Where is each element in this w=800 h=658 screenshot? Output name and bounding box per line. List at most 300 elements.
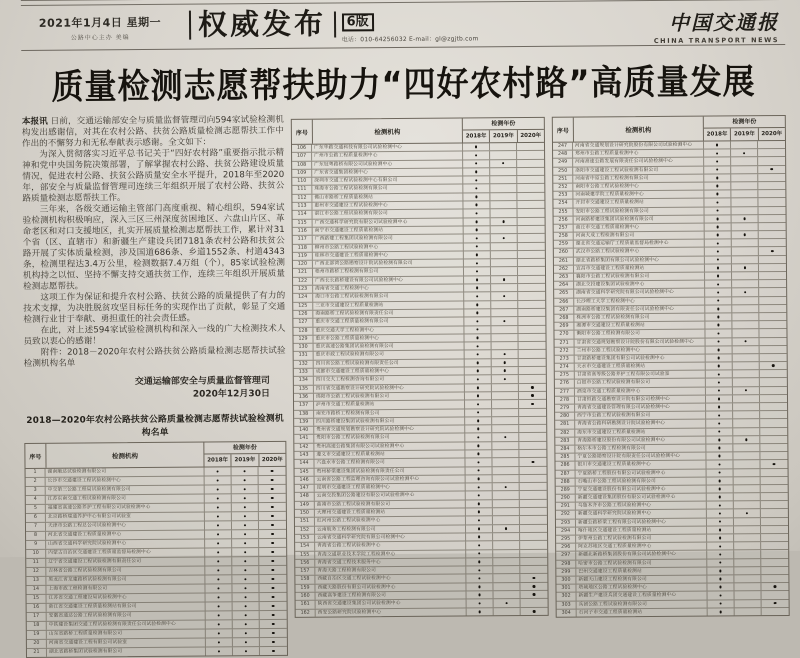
- year-dot: [244, 569, 247, 572]
- year-dot: [478, 569, 481, 572]
- cell-org: 重庆市政工程试验检测有限公司: [314, 351, 465, 359]
- cell-year: [704, 174, 731, 181]
- year-dot: [718, 398, 721, 401]
- cell-seq: 291: [556, 503, 576, 510]
- cell-org: 格尔木市公路工程检测有限公司: [575, 445, 706, 453]
- cell-year: [259, 485, 286, 493]
- cell-org: 广西交通科学研究院有限公司试验检测中心: [313, 218, 464, 226]
- year-dot: [475, 229, 478, 232]
- cell-year: [762, 591, 789, 598]
- cell-seq: 134: [294, 377, 314, 384]
- cell-seq: 301: [556, 585, 576, 592]
- cell-year: [466, 533, 493, 541]
- header-years: 检测年份: [204, 442, 285, 455]
- cell-year: [732, 215, 759, 222]
- cell-year: [491, 317, 518, 325]
- cell-year: [464, 334, 491, 342]
- cell-seq: 295: [556, 536, 576, 543]
- year-dot: [217, 587, 220, 590]
- cell-seq: 162: [296, 609, 316, 616]
- table-row: [27, 647, 287, 657]
- cell-year: [517, 176, 544, 184]
- year-dot: [717, 340, 720, 343]
- signature-date: 2020年12月30日: [192, 389, 270, 400]
- year-dot: [476, 270, 479, 273]
- cell-year: [734, 501, 761, 508]
- cell-year: [464, 226, 491, 234]
- cell-seq: 108: [292, 161, 312, 168]
- cell-org: 安阳市公路工程试验检测有限公司: [573, 207, 704, 215]
- cell-year: [259, 467, 286, 475]
- cell-year: [705, 223, 732, 230]
- cell-year: [519, 383, 546, 391]
- cell-org: 黑龙江省龙建路桥试验检测有限公司: [46, 576, 205, 585]
- cell-year: [520, 549, 547, 557]
- year-dot: [218, 650, 221, 653]
- cell-year: [493, 566, 520, 574]
- year-dot: [271, 506, 274, 509]
- cell-org: 山西省交通科学研究院试验检测中心: [46, 540, 205, 549]
- cell-year: [518, 292, 545, 300]
- year-dot: [745, 438, 748, 441]
- cell-org: 柳州市公路工程试验检测中心: [313, 243, 464, 251]
- year-dot: [477, 403, 480, 406]
- cell-org: 兰州市公路工程试验检测中心: [575, 346, 706, 354]
- cell-org: 湘潭市交通建设工程质量检测站: [574, 322, 705, 330]
- cell-year: [518, 267, 545, 275]
- cell-year: [491, 259, 518, 267]
- cell-year: [733, 460, 760, 467]
- year-dot: [217, 560, 220, 563]
- cell-seq: 254: [553, 200, 573, 207]
- cell-year: [760, 354, 787, 361]
- cell-seq: 253: [553, 192, 573, 199]
- cell-year: [466, 550, 493, 558]
- year-dot: [718, 447, 721, 450]
- cell-year: [520, 491, 547, 499]
- article-lead-label: 本报讯: [21, 116, 48, 127]
- cell-year: [731, 141, 758, 148]
- cell-year: [463, 168, 490, 176]
- year-dot: [244, 587, 247, 590]
- cell-seq: 271: [555, 339, 575, 346]
- cell-year: [493, 575, 520, 583]
- year-dot: [505, 602, 508, 605]
- cell-org: 六盘水市公路工程检测有限公司: [314, 459, 465, 467]
- year-dot: [244, 596, 247, 599]
- cell-year: [732, 248, 759, 255]
- cell-year: [491, 276, 518, 284]
- cell-seq: 261: [554, 257, 574, 264]
- year-dot: [217, 542, 220, 545]
- cell-year: [704, 166, 731, 173]
- year-dot: [744, 266, 747, 269]
- cell-seq: 107: [292, 153, 312, 160]
- table-body: [292, 143, 548, 617]
- cell-year: [761, 550, 788, 557]
- contact-line: 电话：010-64256032 E-mail：gl@zgjtb.com: [341, 35, 479, 44]
- cell-seq: 288: [556, 478, 576, 485]
- cell-year: [707, 543, 734, 550]
- cell-year: [705, 297, 732, 304]
- cell-year: [705, 305, 732, 312]
- cell-year: [492, 342, 519, 350]
- year-dot: [477, 428, 480, 431]
- cell-seq: 304: [557, 609, 577, 616]
- cell-year: [493, 541, 520, 549]
- cell-seq: 274: [555, 364, 575, 371]
- cell-year: [492, 425, 519, 433]
- cell-seq: 112: [292, 194, 312, 201]
- article-paragraph: 三年来，各级交通运输主管部门高度重视、精心组织，594家试验检测机构积极响应，深入三区三州深度贫困地区、六盘山片区、革命老区和对口支援地区，扎实开展质量检测志愿帮扶工作，累计对31个省（区、直辖市）和新疆生产建设兵团7181条农村公路和扶贫公路开展了实体质量检测，涉及国道686条、乡道1552条、村道4343条，检测里程达3.4万公里，检测数据7.4万组（个），85家试验检测机构持之以恒、坚持不懈支持交通扶贫工作，连续三年组织开展质量检测志愿帮扶。: [22, 202, 286, 292]
- cell-seq: 151: [295, 518, 315, 525]
- cell-year: [260, 629, 287, 637]
- cell-year: [518, 325, 545, 333]
- list-title: 2018—2020年农村公路扶贫公路质量检测志愿帮扶试验检测机构名单: [26, 413, 284, 439]
- cell-year: [259, 476, 286, 484]
- year-dot: [719, 520, 722, 523]
- cell-year: [490, 185, 517, 193]
- cell-org: 贵州桥梁建设集团试验检测有限责任公司: [315, 467, 466, 475]
- year-dot: [217, 605, 220, 608]
- cell-org: 浙江省交通建设工程质量检测站有限公司: [47, 603, 206, 612]
- cell-year: [760, 370, 787, 377]
- cell-year: [233, 620, 260, 628]
- cell-year: [708, 600, 735, 607]
- cell-seq: 10: [26, 550, 46, 558]
- cell-org: 湖北省交通运输厅工程质量监督局检测中心: [574, 240, 705, 248]
- year-dot: [271, 524, 274, 527]
- cell-year: [465, 351, 492, 359]
- cell-seq: 270: [554, 331, 574, 338]
- year-dot: [718, 480, 721, 483]
- cell-year: [492, 367, 519, 375]
- year-dot: [717, 316, 720, 319]
- year-dot: [719, 561, 722, 564]
- cell-year: [206, 638, 233, 646]
- cell-org: 桂林市交通建设工程质量检测中心: [313, 251, 464, 259]
- year-dot: [244, 560, 247, 563]
- cell-year: [731, 182, 758, 189]
- year-dot: [718, 488, 721, 491]
- cell-seq: 292: [556, 511, 576, 518]
- cell-year: [518, 276, 545, 284]
- cell-seq: 12: [26, 568, 46, 576]
- cell-seq: 106: [292, 145, 312, 152]
- cell-seq: 148: [295, 493, 315, 500]
- cell-year: [463, 176, 490, 184]
- cell-year: [519, 450, 546, 458]
- cell-year: [706, 338, 733, 345]
- year-dot: [502, 237, 505, 240]
- cell-year: [761, 509, 788, 516]
- cell-year: [464, 210, 491, 218]
- year-dot: [476, 337, 479, 340]
- cell-year: [707, 534, 734, 541]
- year-dot: [477, 436, 480, 439]
- year-dot: [478, 511, 481, 514]
- cell-year: [233, 611, 260, 619]
- cell-year: [205, 512, 232, 520]
- cell-year: [707, 502, 734, 509]
- article-paragraph: 在此，对上述594家试验检测机构和深入一线的广大检测技术人员致以衷心的感谢！: [23, 323, 286, 347]
- cell-seq: 142: [294, 443, 314, 450]
- cell-year: [205, 584, 232, 592]
- cell-year: [761, 493, 788, 500]
- cell-year: [492, 442, 519, 450]
- year-dot: [478, 519, 481, 522]
- cell-year: [734, 542, 761, 549]
- cell-seq: 264: [554, 282, 574, 289]
- year-dot: [716, 185, 719, 188]
- masthead-subtitle: CHINA TRANSPORT NEWS: [653, 36, 780, 45]
- cell-year: [734, 469, 761, 476]
- institutions-table-right: [552, 115, 790, 618]
- cell-seq: 144: [294, 460, 314, 467]
- cell-year: [707, 526, 734, 533]
- cell-year: [520, 574, 547, 582]
- cell-org: 西藏天路股份有限公司试验检测中心: [315, 583, 466, 591]
- cell-seq: 258: [554, 233, 574, 240]
- cell-seq: 122: [293, 277, 313, 284]
- cell-seq: 268: [554, 315, 574, 322]
- cell-seq: 259: [554, 241, 574, 248]
- cell-year: [521, 591, 548, 599]
- cell-seq: 18: [27, 622, 47, 630]
- cell-seq: 139: [294, 418, 314, 425]
- cell-seq: 111: [292, 186, 312, 193]
- cell-org: 河南高速公路发展有限责任公司试验检测中心: [573, 158, 704, 166]
- cell-seq: 126: [293, 311, 313, 318]
- cell-year: [761, 542, 788, 549]
- cell-org: 阿克苏地区交通工程质量检测中心: [576, 543, 707, 551]
- cell-year: [519, 417, 546, 425]
- cell-year: [492, 384, 519, 392]
- year-dot: [743, 217, 746, 220]
- cell-org: 河南省中原公路工程检测有限公司: [573, 174, 704, 182]
- cell-year: [734, 575, 761, 582]
- cell-year: [733, 362, 760, 369]
- cell-year: [705, 264, 732, 271]
- cell-year: [759, 215, 786, 222]
- cell-year: [760, 444, 787, 451]
- cell-year: [463, 143, 490, 151]
- cell-year: [464, 243, 491, 251]
- header-2018: 2018年: [463, 130, 490, 142]
- cell-year: [759, 223, 786, 230]
- cell-year: [520, 566, 547, 574]
- cell-year: [706, 354, 733, 361]
- cell-year: [519, 458, 546, 466]
- cell-org: 海南路桥工程试验检测有限责任公司: [313, 309, 464, 317]
- year-dot: [743, 152, 746, 155]
- year-dot: [475, 171, 478, 174]
- year-dot: [476, 279, 479, 282]
- cell-seq: 287: [556, 470, 576, 477]
- cell-org: 吉林省公路工程试验检测有限公司: [46, 567, 205, 576]
- cell-seq: 120: [293, 261, 313, 268]
- year-dot: [744, 340, 747, 343]
- cell-year: [518, 226, 545, 234]
- cell-year: [492, 450, 519, 458]
- cell-year: [463, 201, 490, 209]
- cell-year: [464, 326, 491, 334]
- year-dot: [217, 551, 220, 554]
- cell-seq: 113: [292, 203, 312, 210]
- cell-org: 珠海市公路工程试验检测有限公司: [312, 185, 463, 193]
- cell-year: [464, 301, 491, 309]
- cell-seq: 289: [556, 487, 576, 494]
- year-dot: [216, 488, 219, 491]
- cell-year: [518, 259, 545, 267]
- year-dot: [477, 395, 480, 398]
- cell-year: [466, 575, 493, 583]
- cell-seq: 145: [295, 468, 315, 475]
- cell-org: 湖北省路桥集团有限公司试验检测中心: [574, 256, 705, 264]
- cell-seq: 121: [293, 269, 313, 276]
- year-dot: [272, 632, 275, 635]
- cell-year: [491, 251, 518, 259]
- cell-seq: 293: [556, 519, 576, 526]
- masthead: [654, 6, 786, 45]
- cell-year: [705, 330, 732, 337]
- cell-year: [492, 375, 519, 383]
- year-dot: [716, 144, 719, 147]
- year-dot: [217, 506, 220, 509]
- year-dot: [477, 411, 480, 414]
- year-dot: [719, 586, 722, 589]
- cell-year: [760, 428, 787, 435]
- year-dot: [478, 586, 481, 589]
- year-dot: [717, 267, 720, 270]
- cell-org: 昆明市交通建设工程质量检测中心: [315, 484, 466, 492]
- cell-org: 南阳市公路工程试验检测中心: [573, 183, 704, 191]
- year-dot: [476, 320, 479, 323]
- year-dot: [533, 577, 536, 580]
- cell-year: [707, 567, 734, 574]
- cell-year: [760, 403, 787, 410]
- cell-org: 泸州市交通工程质量检测站: [314, 401, 465, 409]
- cell-seq: 19: [27, 631, 47, 639]
- cell-year: [759, 305, 786, 312]
- cell-year: [493, 475, 520, 483]
- cell-year: [205, 530, 232, 538]
- cell-year: [704, 191, 731, 198]
- cell-year: [758, 190, 785, 197]
- main-headline: 质量检测志愿帮扶助力“四好农村路”高质量发展: [51, 60, 756, 108]
- cell-year: [464, 293, 491, 301]
- cell-org: 青海省交通工程技术服务中心: [315, 558, 466, 566]
- year-dot: [504, 436, 507, 439]
- cell-year: [731, 174, 758, 181]
- year-dot: [477, 486, 480, 489]
- cell-year: [517, 184, 544, 192]
- year-dot: [217, 515, 220, 518]
- cell-year: [706, 444, 733, 451]
- cell-year: [760, 337, 787, 344]
- year-dot: [244, 605, 247, 608]
- cell-org: 河南城建学院工程质量检测中心: [573, 191, 704, 199]
- year-dot: [718, 373, 721, 376]
- cell-org: 山东省路桥工程质量检测有限公司: [47, 630, 206, 639]
- cell-year: [760, 362, 787, 369]
- header-org: 检测机构: [574, 117, 704, 142]
- cell-year: [733, 444, 760, 451]
- year-dot: [718, 414, 721, 417]
- section-banner: 权威发布: [197, 6, 327, 42]
- cell-org: 武汉市公路工程试验检测中心: [574, 248, 705, 256]
- cell-year: [490, 201, 517, 209]
- cell-year: [706, 420, 733, 427]
- cell-year: [232, 521, 259, 529]
- cell-org: 四川省公路工程试验检测有限责任公司: [314, 359, 465, 367]
- cell-year: [465, 450, 492, 458]
- cell-year: [467, 600, 494, 608]
- cell-year: [733, 428, 760, 435]
- cell-year: [758, 182, 785, 189]
- cell-seq: 290: [556, 495, 576, 502]
- cell-org: 甘肃省高等级公路养护工程有限公司试验室: [575, 371, 706, 379]
- year-dot: [718, 389, 721, 392]
- cell-year: [260, 593, 287, 601]
- cell-year: [518, 251, 545, 259]
- cell-org: 青海交通职业技术学院工程检测中心: [315, 550, 466, 558]
- cell-year: [733, 436, 760, 443]
- cell-seq: 11: [26, 559, 46, 567]
- cell-year: [491, 309, 518, 317]
- header-years-group: [704, 116, 785, 141]
- cell-seq: 159: [295, 584, 315, 591]
- year-dot: [475, 146, 478, 149]
- cell-seq: 17: [27, 613, 47, 621]
- cell-year: [206, 647, 233, 655]
- cell-year: [259, 548, 286, 556]
- cell-org: 甘肃恒路交通勘察设计院有限公司检测中心: [575, 395, 706, 403]
- cell-year: [760, 378, 787, 385]
- cell-year: [759, 280, 786, 287]
- cell-seq: 272: [555, 347, 575, 354]
- cell-org: 南宁市交通建设工程质量检测站: [313, 226, 464, 234]
- cell-seq: 279: [555, 405, 575, 412]
- cell-year: [759, 272, 786, 279]
- cell-year: [520, 516, 547, 524]
- cell-year: [205, 575, 232, 583]
- cell-org: 成都市交通建设工程质量检测中心: [314, 368, 465, 376]
- cell-year: [732, 223, 759, 230]
- cell-seq: 276: [555, 380, 575, 387]
- year-dot: [271, 533, 274, 536]
- cell-seq: 257: [554, 225, 574, 232]
- cell-year: [706, 371, 733, 378]
- cell-year: [761, 518, 788, 525]
- cell-seq: 265: [554, 290, 574, 297]
- cell-year: [493, 558, 520, 566]
- year-dot: [243, 470, 246, 473]
- cell-org: 株洲市公路工程试验检测有限公司: [574, 314, 705, 322]
- cell-year: [232, 539, 259, 547]
- cell-year: [465, 409, 492, 417]
- cell-year: [205, 557, 232, 565]
- year-dot: [217, 614, 220, 617]
- cell-year: [760, 460, 787, 467]
- cell-year: [259, 539, 286, 547]
- header-years-group: [204, 442, 285, 467]
- cell-year: [491, 218, 518, 226]
- cell-seq: 285: [555, 454, 575, 461]
- cell-seq: 303: [557, 601, 577, 608]
- cell-org: 大理州交通建设工程质量检测站: [315, 509, 466, 517]
- year-dot: [503, 295, 506, 298]
